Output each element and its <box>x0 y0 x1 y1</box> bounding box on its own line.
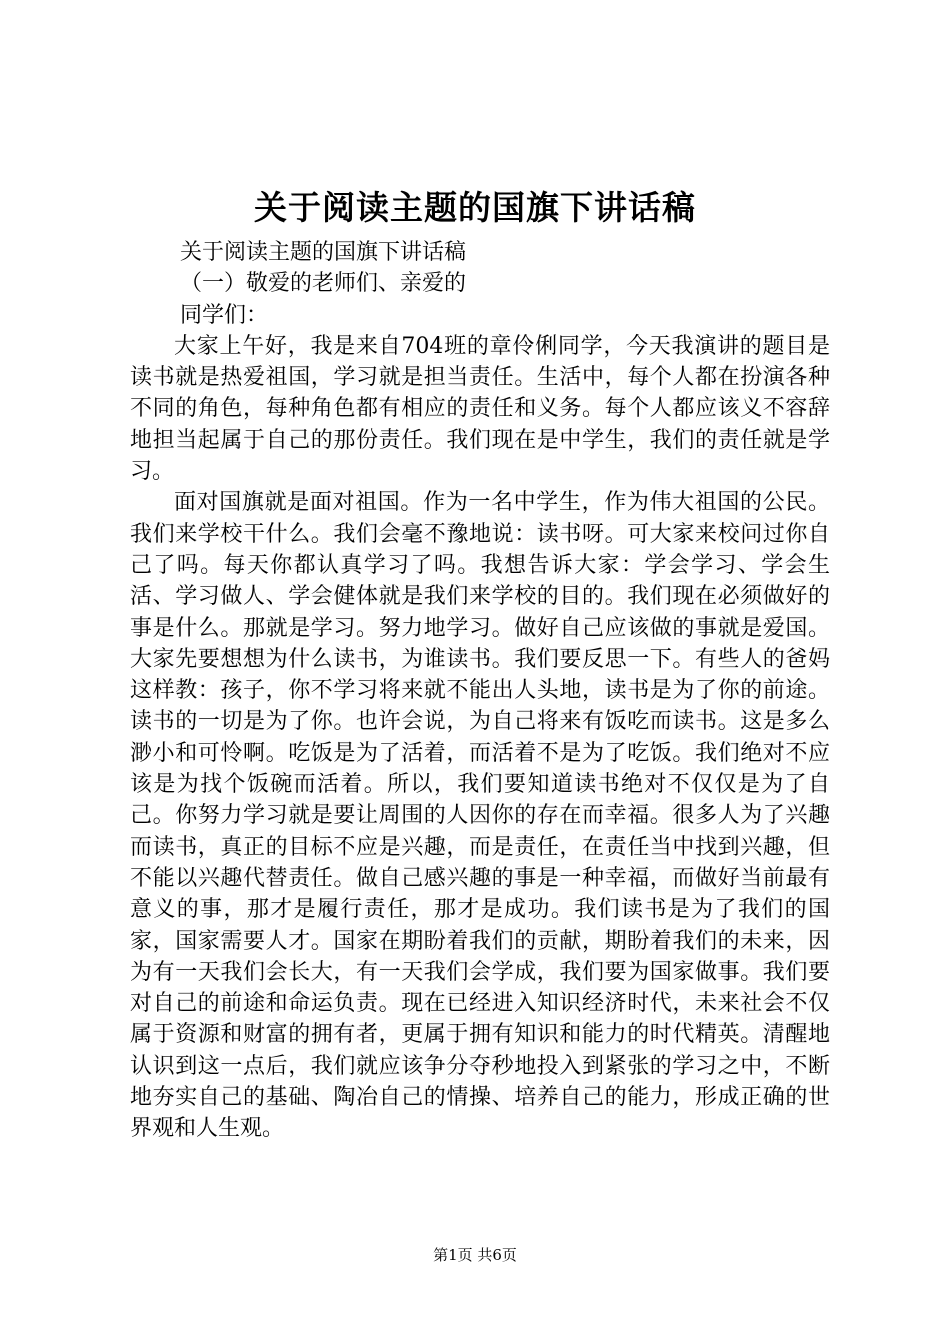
subtitle-line: 关于阅读主题的国旗下讲话稿 <box>180 240 467 265</box>
paragraph: 大家上午好，我是来自704班的章伶俐同学，今天我演讲的题目是读书就是热爱祖国，学习就是担当责任。生活中，每个人都在扮演各种不同的角色，每种角色都有相应的责任和义务。每个人都应该义不容辞地担当起属于自己的那份责任。我们现在是中学生，我们的责任就是学习。 <box>130 333 830 485</box>
document-body <box>130 237 830 1145</box>
salutation-line: （一）敬爱的老师们、亲爱的 <box>180 271 467 297</box>
page-footer: 第1页 共6页 <box>433 1246 517 1264</box>
salutation-line-continued: 同学们： <box>180 302 269 328</box>
paragraph: 面对国旗就是面对祖国。作为一名中学生，作为伟大祖国的公民。我们来学校干什么。我们会毫不豫地说：读书呀。可大家来校问过你自己了吗。每天你都认真学习了吗。我想告诉大家：学会学习、学会生活、学习做人、学会健体就是我们来学校的目的。我们现在必须做好的事是什么。那就是学习。努力地学习。做好自己应该做的事就是爱国。大家先要想想为什么读书，为谁读书。我们要反思一下。有些人的爸妈这样教：孩子，你不学习将来就不能出人头地，读书是为了你的前途。读书的一切是为了你。也许会说，为自己将来有饭吃而读书。这是多么渺小和可怜啊。吃饭是为了活着，而活着不是为了吃饭。我们绝对不应该是为找个饭碗而活着。所以，我们要知道读书绝对不仅仅是为了自己。你努力学习就是要让周围的人因你的存在而幸福。很多人为了兴趣而读书，真正的目标不应是兴趣，而是责任，在责任当中找到兴趣，但不能以兴趣代替责任。做自己感兴趣的事是一种幸福，而做好当前最有意义的事，那才是履行责任，那才是成功。我们读书是为了我们的国家，国家需要人才。国家在期盼着我们的贡献，期盼着我们的未来，因为有一天我们会长大，有一天我们会学成，我们要为国家做事。我们要对自己的前途和命运负责。现在已经进入知识经济时代，未来社会不仅属于资源和财富的拥有者，更属于拥有知识和能力的时代精英。清醒地认识到这一点后，我们就应该争分夺秒地投入到紧张的学习之中，不断地夯实自己的基础、陶冶自己的情操、培养自己的能力，形成正确的世界观和人生观。 <box>130 490 830 1142</box>
document-title: 关于阅读主题的国旗下讲话稿 <box>254 188 696 227</box>
